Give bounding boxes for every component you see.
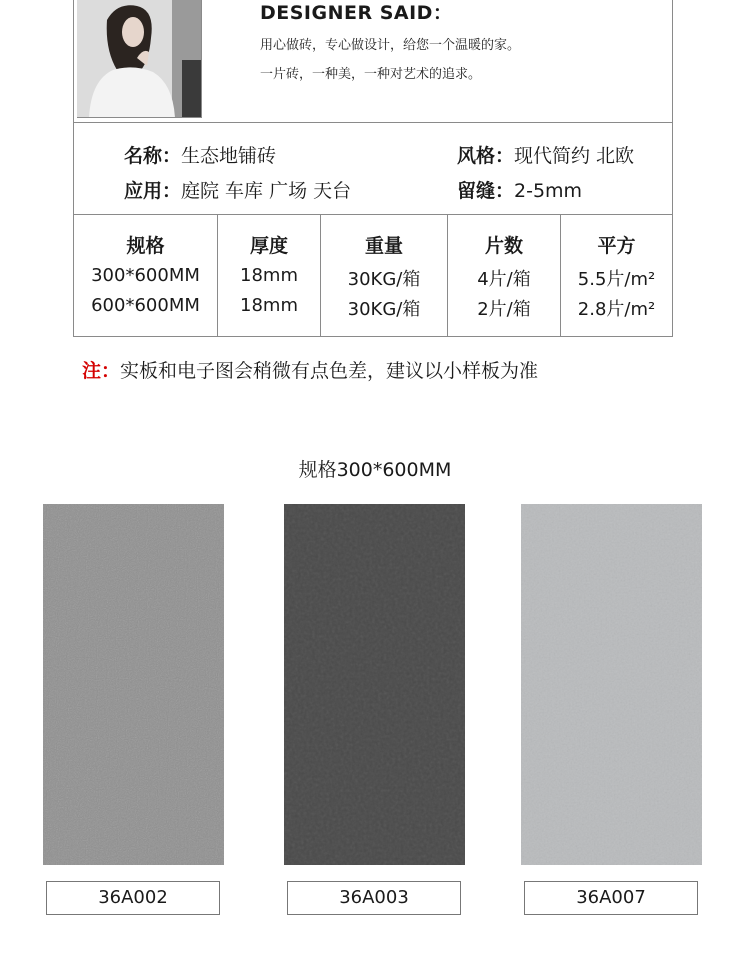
info-gap-value: 2-5mm bbox=[514, 180, 583, 202]
spec-col-thickness bbox=[218, 215, 321, 337]
spec-cell: 30KG/箱 bbox=[347, 299, 421, 320]
spec-cell: 600*600MM bbox=[91, 295, 200, 316]
color-difference-note bbox=[82, 356, 538, 383]
spec-table bbox=[74, 214, 672, 337]
spec-col-pieces bbox=[448, 215, 561, 337]
note-text: 实板和电子图会稍微有点色差，建议以小样板为准 bbox=[120, 360, 539, 382]
spec-col-area bbox=[561, 215, 672, 337]
info-name bbox=[124, 141, 276, 168]
tile-swatch-36a003 bbox=[284, 504, 465, 865]
designer-quote-line-1: 用心做砖，专心做设计，给您一个温暖的家。 bbox=[260, 38, 521, 53]
spec-header: 平方 bbox=[597, 235, 636, 257]
tile-code-label: 36A007 bbox=[524, 881, 698, 915]
spec-cell: 18mm bbox=[240, 265, 298, 286]
spec-cell: 4片/箱 bbox=[477, 269, 531, 290]
product-info-frame bbox=[73, 0, 673, 337]
tile-grain bbox=[284, 504, 465, 865]
tile-grain bbox=[521, 504, 702, 865]
tile-texture-image bbox=[43, 504, 224, 865]
designer-portrait-image bbox=[77, 0, 202, 118]
tile-grain bbox=[43, 504, 224, 865]
tile-texture-image bbox=[284, 504, 465, 865]
spec-col-weight bbox=[321, 215, 448, 337]
spec-cell: 30KG/箱 bbox=[347, 269, 421, 290]
spec-header: 重量 bbox=[364, 235, 403, 257]
spec-cell: 2片/箱 bbox=[477, 299, 531, 320]
designer-header bbox=[74, 0, 672, 123]
spec-header: 片数 bbox=[484, 235, 523, 257]
spec-header: 厚度 bbox=[249, 235, 288, 257]
info-gap-label: 留缝： bbox=[457, 180, 515, 202]
tile-texture-image bbox=[521, 504, 702, 865]
info-gap bbox=[457, 176, 582, 203]
tile-swatch-36a002 bbox=[43, 504, 224, 865]
tile-code-label: 36A003 bbox=[287, 881, 461, 915]
info-use-value: 庭院 车库 广场 天台 bbox=[181, 180, 352, 202]
designer-photo bbox=[77, 0, 202, 118]
tile-code-label: 36A002 bbox=[46, 881, 220, 915]
info-style-value: 现代简约 北欧 bbox=[514, 145, 635, 167]
designer-quote-line-2: 一片砖，一种美，一种对艺术的追求。 bbox=[260, 67, 482, 82]
spec-col-size bbox=[74, 215, 218, 337]
info-style bbox=[457, 141, 634, 168]
tile-size-title: 规格300*600MM bbox=[298, 459, 452, 481]
spec-cell: 5.5片/m² bbox=[577, 269, 656, 290]
info-use bbox=[124, 176, 351, 203]
spec-cell: 18mm bbox=[240, 295, 298, 316]
info-use-label: 应用： bbox=[124, 180, 182, 202]
tile-swatch-36a007 bbox=[521, 504, 702, 865]
info-style-label: 风格： bbox=[457, 145, 515, 167]
note-label: 注： bbox=[82, 360, 121, 382]
spec-header: 规格 bbox=[126, 235, 165, 257]
spec-cell: 300*600MM bbox=[91, 265, 200, 286]
spec-cell: 2.8片/m² bbox=[577, 299, 656, 320]
designer-said-title: DESIGNER SAID： bbox=[260, 2, 453, 24]
info-name-label: 名称： bbox=[124, 145, 182, 167]
info-name-value: 生态地铺砖 bbox=[181, 145, 277, 167]
